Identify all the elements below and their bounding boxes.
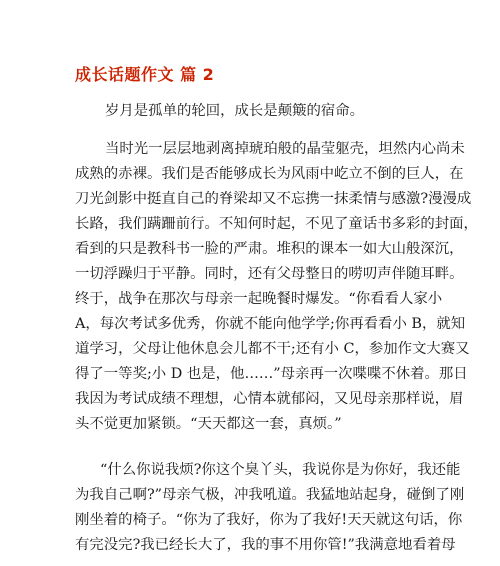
essay-title: 成长话题作文 篇 2 <box>75 65 215 84</box>
text-line: 终于，战争在那次与母亲一起晚餐时爆发。“你看看人家小 <box>75 291 443 307</box>
text-line: “什么你说我烦?你这个臭丫头，我说你是为你好，我还能 <box>100 462 461 478</box>
text-line: 刀光剑影中挺直自己的脊梁却又不忘携一抹柔情与感激?漫漫成 <box>75 191 472 207</box>
text-line: 得了一等奖;小 D 也是，他……”母亲再一次喋喋不休着。那日 <box>75 366 468 382</box>
text-line: 头不觉更加紧锁。“天天都这一套，真烦。” <box>75 416 342 432</box>
text-line: 长路，我们蹒跚前行。不知何时起，不见了童话书多彩的封面， <box>75 216 478 232</box>
text-line: A，每次考试多优秀，你就不能向他学学;你再看看小 B，就知 <box>75 316 466 332</box>
text-line: 看到的只是教科书一脸的严肃。堆积的课本一如大山般深沉， <box>75 241 464 257</box>
text-line: 当时光一层层地剥离掉琥珀般的晶莹躯壳，坦然内心尚未 <box>105 141 465 157</box>
text-line: 刚坐着的椅子。“你为了我好，你为了我好!天天就这句话，你 <box>75 512 463 528</box>
text-line: 为我自己啊?”母亲气极，冲我吼道。我猛地站起身，碰倒了刚 <box>75 487 465 503</box>
text-line: 岁月是孤单的轮回，成长是颠簸的宿命。 <box>105 103 365 119</box>
text-line: 我因为考试成绩不理想，心情本就郁闷，又见母亲那样说，眉 <box>75 391 464 407</box>
text-line: 道学习，父母让他休息会儿都不干;还有小 C，参加作文大赛又 <box>75 341 470 357</box>
text-line: 成熟的赤裸。我们是否能够成长为风雨中屹立不倒的巨人，在 <box>75 166 464 182</box>
text-line: 一切浮躁归于平静。同时，还有父母整日的唠叨声伴随耳畔。 <box>75 266 464 282</box>
text-line: 有完没完?我已经长大了，我的事不用你管!”我满意地看着母 <box>75 537 456 553</box>
